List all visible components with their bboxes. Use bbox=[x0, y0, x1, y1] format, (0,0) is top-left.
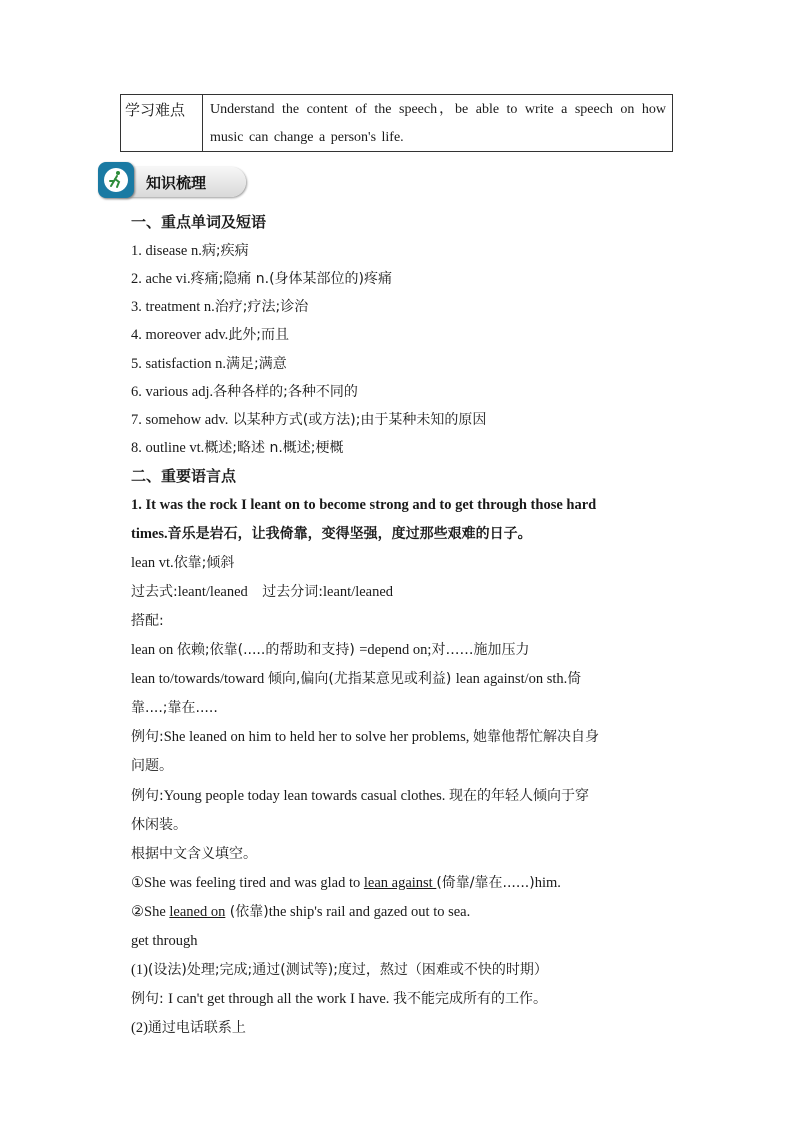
gt-ex-en: I can't get through all the work I have. bbox=[168, 991, 394, 1007]
ex1-zh: 她靠他帮忙解决自身 bbox=[472, 729, 599, 745]
pp-value: leant/leaned bbox=[322, 584, 394, 600]
fill1-post: him. bbox=[534, 875, 561, 891]
table-content: Understand the content of the speech，be able to write a speech on how music can change a person's life. bbox=[210, 102, 666, 145]
collocation-2 bbox=[131, 669, 581, 689]
vocab-en: 2. ache vi. bbox=[131, 271, 191, 287]
vocab-item-2 bbox=[131, 269, 392, 289]
fill-item-2 bbox=[131, 902, 470, 922]
fill-instruction: 根据中文含义填空。 bbox=[131, 846, 257, 862]
vocab-en: 1. disease n. bbox=[131, 243, 202, 259]
pp-label: 过去分词: bbox=[262, 584, 323, 600]
collocation-label: 搭配: bbox=[131, 613, 164, 629]
banner-badge bbox=[98, 162, 134, 198]
vocab-item-3 bbox=[131, 297, 308, 317]
example-1-cont: 问题。 bbox=[131, 758, 173, 774]
gt1-zh: (设法)处理;完成;通过(测试等);度过，熬过（困难或不快的时期） bbox=[147, 962, 548, 978]
vocab-item-4 bbox=[131, 325, 289, 345]
get-through-term: get through bbox=[131, 933, 198, 949]
example-2-cont: 休闲装。 bbox=[131, 817, 187, 833]
ex2-zh: 现在的年轻人倾向于穿 bbox=[448, 788, 589, 804]
section2-heading: 二、重要语言点 bbox=[131, 467, 237, 485]
lean-en: lean vt. bbox=[131, 555, 174, 571]
fill2-post: the ship's rail and gazed out to sea. bbox=[268, 904, 471, 920]
fill2-answer: leaned on bbox=[169, 904, 226, 920]
past-label: 过去式: bbox=[131, 584, 178, 600]
vocab-zh: 治疗;疗法;诊治 bbox=[214, 299, 309, 315]
col1-en2: =depend on; bbox=[359, 642, 432, 658]
vocab-zh: 病;疾病 bbox=[201, 243, 249, 259]
vocab-en: 4. moreover adv. bbox=[131, 327, 229, 343]
vocab-zh: 各种各样的;各种不同的 bbox=[213, 384, 358, 400]
lean-forms bbox=[131, 582, 393, 602]
lean-definition bbox=[131, 553, 234, 573]
past-value: leant/leaned bbox=[177, 584, 248, 600]
section1-heading: 一、重点单词及短语 bbox=[131, 213, 267, 231]
vocab-en: 5. satisfaction n. bbox=[131, 356, 227, 372]
col2-en: lean to/towards/toward bbox=[131, 671, 268, 687]
collocation-1 bbox=[131, 640, 529, 660]
vocab-zh: 此外;而且 bbox=[228, 327, 290, 343]
gt1-num: (1) bbox=[131, 962, 148, 978]
fill2-hint: (依靠) bbox=[225, 904, 269, 920]
vocab-item-5 bbox=[131, 354, 287, 374]
knowledge-summary-banner bbox=[98, 162, 248, 200]
gt-ex-label: 例句: bbox=[131, 991, 169, 1007]
vocab-en: 6. various adj. bbox=[131, 384, 214, 400]
fill-item-1 bbox=[131, 873, 561, 893]
col2-zh2: 倚 bbox=[567, 671, 582, 687]
point1-zh: 音乐是岩石，让我倚靠，变得坚强，度过那些艰难的日子。 bbox=[167, 526, 532, 542]
vocab-en: 3. treatment n. bbox=[131, 299, 215, 315]
banner-title: 知识梳理 bbox=[146, 174, 207, 192]
ex2-en: Young people today lean towards casual clothes. bbox=[163, 788, 449, 804]
vocab-item-7 bbox=[131, 410, 486, 430]
col2-zh: 倾向,偏向(尤指某意见或利益) bbox=[267, 671, 456, 687]
vocab-zh: 概述;略述 n.概述;梗概 bbox=[204, 440, 344, 456]
gt2-zh: 通过电话联系上 bbox=[147, 1020, 246, 1036]
col2-en2: lean against/on sth. bbox=[455, 671, 568, 687]
learning-difficulty-table bbox=[120, 94, 673, 152]
point1-en-cont: times. bbox=[131, 526, 168, 542]
example-2 bbox=[131, 786, 589, 806]
example-1 bbox=[131, 727, 599, 747]
col1-zh2: 对……施加压力 bbox=[431, 642, 530, 658]
vocab-en: 8. outline vt. bbox=[131, 440, 205, 456]
gt-ex-zh: 我不能完成所有的工作。 bbox=[393, 991, 548, 1007]
get-through-meaning-2 bbox=[131, 1018, 246, 1038]
get-through-example bbox=[131, 989, 547, 1009]
point1-sentence: 1. It was the rock I leant on to become strong and to get through those hard bbox=[131, 497, 597, 513]
vocab-item-1 bbox=[131, 241, 249, 261]
vocab-zh: 以某种方式(或方法);由于某种未知的原因 bbox=[228, 412, 487, 428]
get-through-meaning-1 bbox=[131, 960, 548, 980]
col1-zh: 依赖;依靠(.....的帮助和支持) bbox=[176, 642, 360, 658]
fill1-answer: lean against bbox=[363, 875, 437, 891]
ex1-label: 例句: bbox=[131, 729, 164, 745]
collocation-2-cont: 靠....;靠在..... bbox=[131, 700, 218, 716]
vocab-en: 7. somehow adv. bbox=[131, 412, 229, 428]
ex1-en: She leaned on him to held her to solve her problems, bbox=[163, 729, 470, 745]
vocab-item-8 bbox=[131, 438, 344, 458]
ex2-label: 例句: bbox=[131, 788, 164, 804]
fill2-pre: ②She bbox=[131, 904, 170, 920]
fill1-pre: ①She was feeling tired and was glad to bbox=[131, 875, 364, 891]
vocab-zh: 满足;满意 bbox=[226, 356, 287, 372]
table-label: 学习难点 bbox=[121, 95, 203, 151]
gt2-num: (2) bbox=[131, 1020, 148, 1036]
lean-zh: 依靠;倾斜 bbox=[173, 555, 235, 571]
vocab-zh: 疼痛;隐痛 n.(身体某部位的)疼痛 bbox=[190, 271, 393, 287]
point1-translation bbox=[131, 524, 532, 544]
col1-en: lean on bbox=[131, 642, 177, 658]
vocab-item-6 bbox=[131, 382, 358, 402]
fill1-hint: (倚靠/靠在......) bbox=[436, 875, 535, 891]
runner-icon bbox=[107, 170, 125, 190]
